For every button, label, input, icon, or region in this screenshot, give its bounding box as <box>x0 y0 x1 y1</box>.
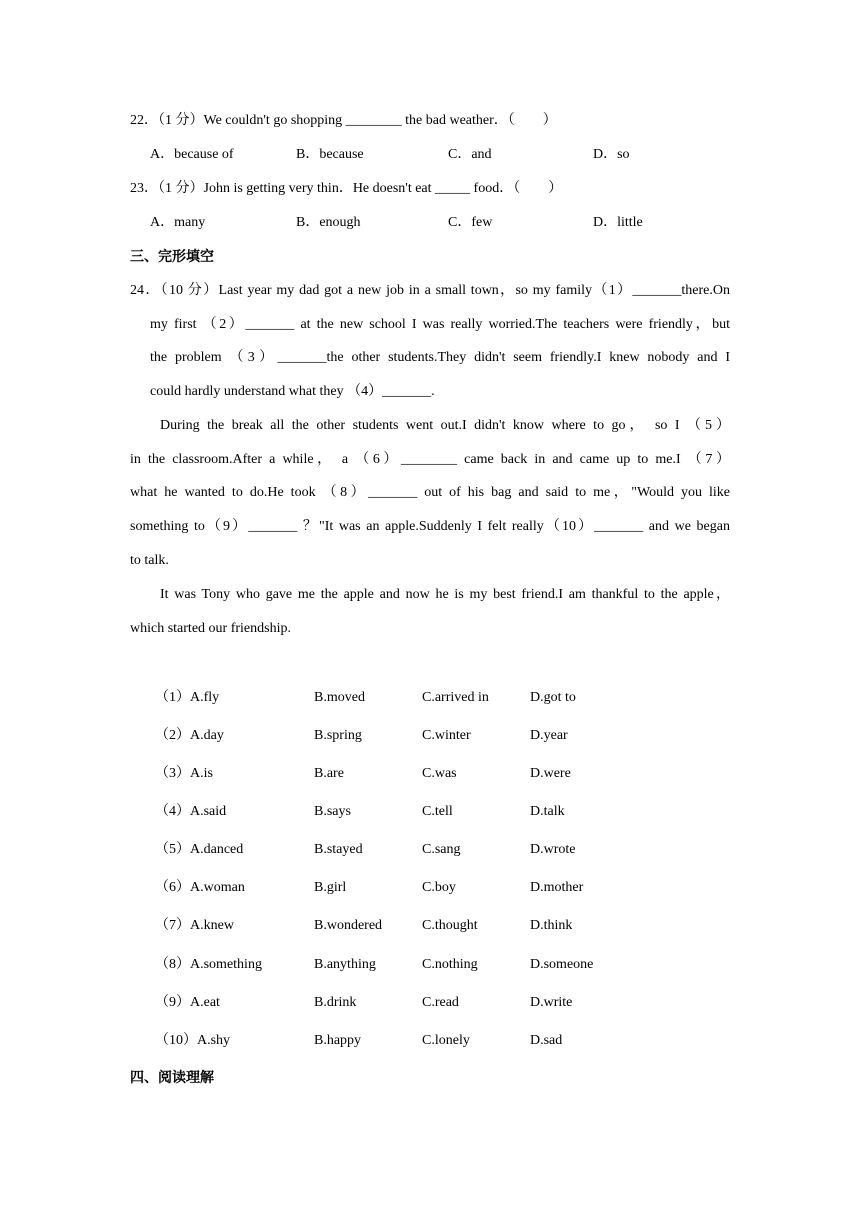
q24-passage-line-2: my first （2）_______ at the new school I was really worried.The teachers were friendly，but <box>150 317 730 332</box>
q22-option-b: B．because <box>296 147 364 162</box>
choice-4-b: B.says <box>314 804 351 819</box>
q24-passage-line-4: could hardly understand what they （4）_______. <box>150 384 435 399</box>
choice-1-a: （1）A.fly <box>155 690 220 705</box>
choice-4-d: D.talk <box>530 804 565 819</box>
choice-3-d: D.were <box>530 766 571 781</box>
choice-2-c: C.winter <box>422 728 471 743</box>
q24-passage-line-8: something to（9）_______ ？"It was an apple.Suddenly I felt really（10）_______ and we began <box>130 519 730 534</box>
choice-8-c: C.nothing <box>422 957 478 972</box>
choice-9-a: （9）A.eat <box>155 995 220 1010</box>
q22-stem: 22．（1 分）We couldn't go shopping ________ the bad weather．（ ） <box>130 113 557 128</box>
choice-5-b: B.stayed <box>314 842 363 857</box>
q24-passage-line-9: to talk. <box>130 553 169 568</box>
choice-6-c: C.boy <box>422 880 456 895</box>
choice-1-b: B.moved <box>314 690 365 705</box>
choice-1-d: D.got to <box>530 690 576 705</box>
q22-option-d: D．so <box>593 147 630 162</box>
choice-10-b: B.happy <box>314 1033 362 1048</box>
choice-4-c: C.tell <box>422 804 453 819</box>
choice-8-b: B.anything <box>314 957 376 972</box>
q24-passage-line-5: During the break all the other students went out.I didn't know where to go， so I （5） <box>160 418 730 433</box>
choice-10-c: C.lonely <box>422 1033 470 1048</box>
choice-7-b: B.wondered <box>314 918 383 933</box>
choice-1-c: C.arrived in <box>422 690 489 705</box>
choice-6-b: B.girl <box>314 880 347 895</box>
section-3-heading: 三、完形填空 <box>130 249 214 265</box>
q23-option-b: B．enough <box>296 215 361 230</box>
choice-9-d: D.write <box>530 995 573 1010</box>
q24-passage-line-11: which started our friendship. <box>130 621 291 636</box>
choice-3-b: B.are <box>314 766 344 781</box>
choice-9-c: C.read <box>422 995 459 1010</box>
q24-passage-line-7: what he wanted to do.He took （8）_______ out of his bag and said to me，"Would you like <box>130 485 730 500</box>
choice-2-a: （2）A.day <box>155 728 224 743</box>
choice-6-d: D.mother <box>530 880 584 895</box>
choice-4-a: （4）A.said <box>155 804 227 819</box>
choice-5-a: （5）A.danced <box>155 842 244 857</box>
choice-10-d: D.sad <box>530 1033 563 1048</box>
choice-5-c: C.sang <box>422 842 461 857</box>
q23-stem: 23．（1 分）John is getting very thin．He doesn't eat _____ food．（ ） <box>130 181 563 196</box>
choice-6-a: （6）A.woman <box>155 880 245 895</box>
q24-passage-line-1: 24．（10 分）Last year my dad got a new job in a small town，so my family（1）_______there.On <box>130 283 730 298</box>
section-4-heading: 四、阅读理解 <box>130 1070 214 1086</box>
q24-passage-line-10: It was Tony who gave me the apple and now he is my best friend.I am thankful to the apple， <box>160 587 730 602</box>
q23-option-d: D．little <box>593 215 643 230</box>
choice-2-d: D.year <box>530 728 568 743</box>
choice-8-d: D.someone <box>530 957 594 972</box>
choice-3-c: C.was <box>422 766 457 781</box>
q24-passage-line-6: in the classroom.After a while， a （6）________ came back in and came up to me.I （7） <box>130 452 730 467</box>
choice-10-a: （10）A.shy <box>155 1033 231 1048</box>
choice-9-b: B.drink <box>314 995 357 1010</box>
q23-option-c: C．few <box>448 215 493 230</box>
choice-7-a: （7）A.knew <box>155 918 234 933</box>
q24-passage-line-3: the problem （3）_______the other students.They didn't seem friendly.I knew nobody and I <box>150 350 730 365</box>
choice-8-a: （8）A.something <box>155 957 262 972</box>
q22-option-c: C．and <box>448 147 492 162</box>
q23-option-a: A．many <box>150 215 206 230</box>
q22-option-a: A．because of <box>150 147 234 162</box>
choice-7-c: C.thought <box>422 918 478 933</box>
choice-3-a: （3）A.is <box>155 766 213 781</box>
choice-7-d: D.think <box>530 918 573 933</box>
choice-2-b: B.spring <box>314 728 362 743</box>
choice-5-d: D.wrote <box>530 842 576 857</box>
